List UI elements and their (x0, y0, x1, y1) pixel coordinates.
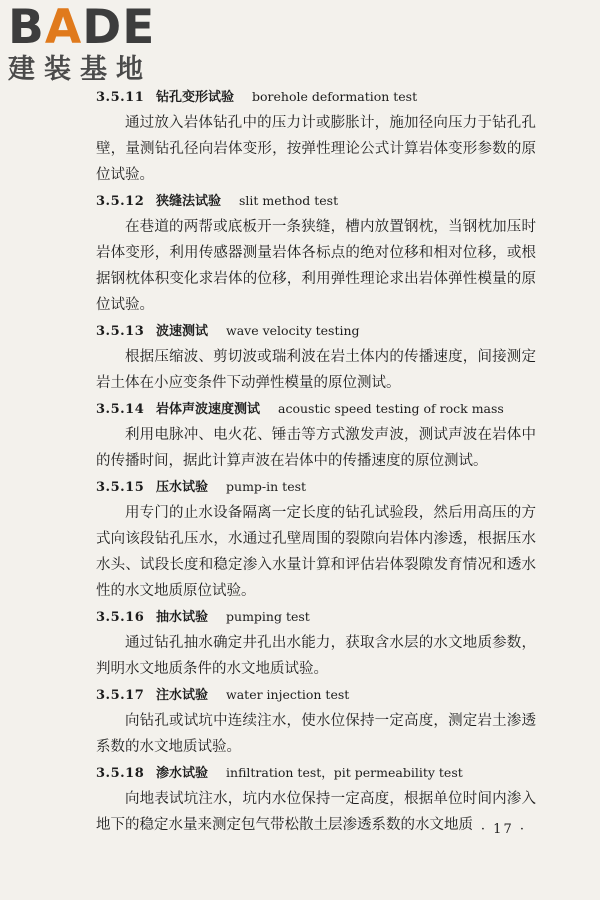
entry-title-en: infiltration test，pit permeability test (226, 765, 463, 780)
entry-3-5-11 (96, 84, 536, 188)
entry-body (96, 708, 536, 760)
entry-3-5-17 (96, 682, 536, 760)
entry-definition: 利用电脉冲、电火花、锤击等方式激发声波，测试声波在岩体中的传播时间，据此计算声波在岩体中的传播速度的原位测试。 (96, 427, 536, 469)
entry-number: 3.5.18 (96, 766, 145, 781)
entry-body (96, 786, 536, 838)
entry-heading (96, 474, 536, 500)
entry-title-en: acoustic speed testing of rock mass (278, 401, 504, 416)
entry-body (96, 214, 536, 318)
entry-heading (96, 760, 536, 786)
entry-3-5-12 (96, 188, 536, 318)
entry-definition: 通过钻孔抽水确定井孔出水能力，获取含水层的水文地质参数，判明水文地质条件的水文地质试验。 (96, 635, 536, 677)
entry-number: 3.5.12 (96, 194, 145, 209)
entry-body (96, 110, 536, 188)
entry-title-zh: 岩体声波速度测试 (156, 402, 261, 417)
entry-title-zh: 钻孔变形试验 (156, 90, 235, 105)
entry-number: 3.5.17 (96, 688, 145, 703)
entry-heading (96, 188, 536, 214)
entry-title-en: borehole deformation test (252, 89, 418, 104)
watermark-latin-text: BADE (8, 0, 156, 55)
entry-heading (96, 682, 536, 708)
entry-definition: 通过放入岩体钻孔中的压力计或膨胀计，施加径向压力于钻孔孔壁，量测钻孔径向岩体变形，按弹性理论公式计算岩体变形参数的原位试验。 (96, 115, 536, 183)
entry-3-5-15 (96, 474, 536, 604)
entry-title-zh: 注水试验 (156, 688, 209, 703)
entry-heading (96, 318, 536, 344)
entry-body (96, 630, 536, 682)
entry-definition: 向钻孔或试坑中连续注水，使水位保持一定高度，测定岩土渗透系数的水文地质试验。 (96, 713, 536, 755)
entry-3-5-16 (96, 604, 536, 682)
entry-body (96, 344, 536, 396)
entry-3-5-14 (96, 396, 536, 474)
entry-number: 3.5.11 (96, 90, 145, 105)
entry-heading (96, 84, 536, 110)
entry-title-en: pumping test (226, 609, 310, 624)
entry-number: 3.5.13 (96, 324, 145, 339)
entry-number: 3.5.14 (96, 402, 145, 417)
watermark-cjk-text: 建装基地 (8, 54, 152, 85)
entry-3-5-18 (96, 760, 536, 838)
entry-body (96, 500, 536, 604)
document-body (96, 84, 536, 838)
entry-heading (96, 604, 536, 630)
entry-title-zh: 狭缝法试验 (156, 194, 222, 209)
entry-title-en: pump-in test (226, 479, 307, 494)
bade-watermark-logo (8, 0, 178, 86)
entry-title-en: wave velocity testing (226, 323, 360, 338)
entry-heading (96, 396, 536, 422)
entry-title-zh: 波速测试 (156, 324, 209, 339)
page-number: · 17 · (480, 822, 526, 837)
entry-3-5-13 (96, 318, 536, 396)
entry-title-zh: 压水试验 (156, 480, 209, 495)
entry-number: 3.5.16 (96, 610, 145, 625)
entry-number: 3.5.15 (96, 480, 145, 495)
entry-definition: 在巷道的两帮或底板开一条狭缝，槽内放置钢枕，当钢枕加压时岩体变形，利用传感器测量岩体各标点的绝对位移和相对位移，或根据钢枕体积变化求岩体的位移，利用弹性理论求出岩体弹性模量的原位试验。 (96, 219, 536, 313)
entry-title-zh: 渗水试验 (156, 766, 209, 781)
entry-definition: 用专门的止水设备隔离一定长度的钻孔试验段，然后用高压的方式向该段钻孔压水，水通过孔壁周围的裂隙向岩体内渗透，根据压水水头、试段长度和稳定渗入水量计算和评估岩体裂隙发育情况和透水性的水文地质原位试验。 (96, 505, 536, 599)
entry-definition: 根据压缩波、剪切波或瑞利波在岩土体内的传播速度，间接测定岩土体在小应变条件下动弹性模量的原位测试。 (96, 349, 536, 391)
entry-body (96, 422, 536, 474)
entry-title-en: slit method test (239, 193, 339, 208)
entry-definition: 向地表试坑注水，坑内水位保持一定高度，根据单位时间内渗入地下的稳定水量来测定包气带松散土层渗透系数的水文地质 (96, 791, 536, 833)
entry-title-en: water injection test (226, 687, 350, 702)
entry-title-zh: 抽水试验 (156, 610, 209, 625)
